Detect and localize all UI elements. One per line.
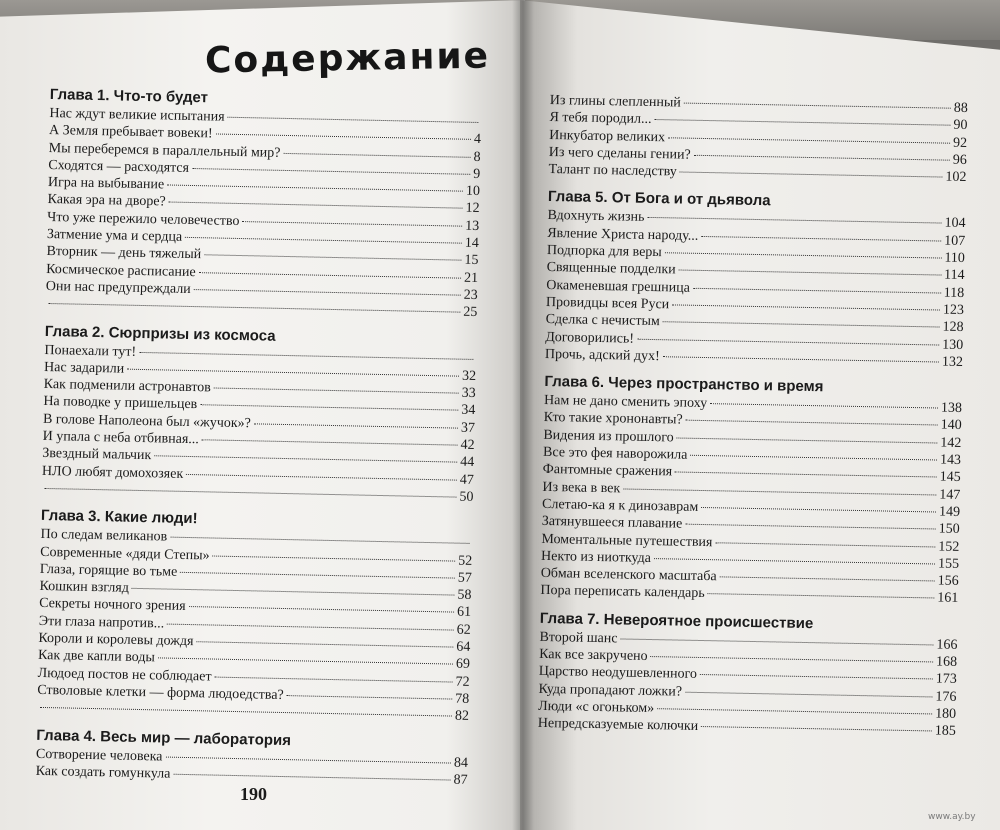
dot-leader [242,221,462,227]
dot-leader [167,623,454,630]
dot-leader [686,420,938,426]
toc-entry-page: 118 [943,285,965,301]
toc-entry-page: 50 [459,489,474,505]
toc-entry-page: 142 [940,435,962,451]
dot-leader [228,117,479,123]
toc-entry-title: Мы переберемся в параллельный мир? [48,140,281,161]
toc-entry-page: 21 [463,270,479,286]
dot-leader [684,103,951,109]
dot-leader [680,172,943,178]
dot-leader [189,606,454,613]
dot-leader [701,507,936,513]
toc-entry-page: 78 [455,691,470,707]
dot-leader [668,137,950,143]
toc-entry-page: 96 [952,152,967,168]
toc-entry-page: 8 [473,149,481,165]
toc-entry-page: 44 [460,455,475,471]
toc-entry-title: Людоед постов не соблюдает [37,665,212,685]
toc-entry-page: 32 [461,368,477,384]
dot-leader [173,774,450,781]
toc-entry-page: 152 [938,539,960,555]
toc-entry-title: Люди «с огоньком» [538,698,655,717]
toc-entry-page: 9 [473,166,481,182]
toc-entry-title: Некто из ниоткуда [540,548,652,566]
dot-leader [214,388,459,394]
toc-entry-title: Глаза, горящие во тьме [39,561,178,580]
toc-entry-title: Вторник — день тяжелый [46,244,202,263]
toc-entry-title: Эти глаза напротив... [38,613,165,632]
dot-leader [200,405,458,411]
toc-entry-page: 102 [945,169,967,186]
toc-entry-page: 72 [455,674,470,690]
dot-leader [708,594,935,599]
toc-entry-title: Стволовые клетки — форма людоедства? [37,682,284,703]
toc-entry-title: Что уже пережило человечество [47,209,240,229]
toc-entry-page: 23 [463,287,478,303]
toc-entry-page: 10 [465,183,481,200]
toc-entry-title: Сотворение человека [35,746,163,765]
toc-entry-title: Секреты ночного зрения [38,596,186,615]
toc-entry-page: 140 [940,418,962,434]
dot-leader [701,236,941,242]
toc-entry-page: 180 [934,706,957,722]
dot-leader [216,134,471,140]
toc-entry-page: 149 [938,504,961,520]
toc-entry-page: 173 [935,671,957,688]
toc-entry-page: 4 [473,132,482,148]
dot-leader [185,237,462,244]
page-title: Содержание [204,35,491,82]
toc-entry-page: 150 [938,521,960,538]
toc-entry-page: 87 [453,772,468,788]
toc-entry-page: 92 [952,135,968,151]
toc-entry-page: 107 [944,233,966,249]
toc-entry-page: 25 [463,304,478,321]
toc-entry-title: Царство неодушевленного [538,664,698,683]
dot-leader [700,674,933,679]
toc-entry-page: 57 [457,570,472,586]
toc-entry-page: 138 [940,400,963,417]
toc-entry-title: Все это фея наворожила [542,444,688,463]
dot-leader [165,756,450,763]
toc-entry-page: 147 [939,487,961,503]
toc-entry-title: А Земля пребывает вовеки! [48,123,213,142]
toc-entry-page: 42 [460,437,475,454]
toc-entry-page: 58 [457,587,472,604]
toc-entry-page: 143 [939,452,962,469]
dot-leader [637,338,939,345]
dot-leader [685,691,932,697]
dot-leader [657,708,932,714]
dot-leader [715,542,935,547]
toc-entry-page: 84 [453,755,469,771]
toc-entry-title: Окаменевшая грешница [546,277,691,296]
toc-entry-title: Затянувшееся плавание [541,514,683,532]
dot-leader [651,656,934,662]
dot-leader [655,119,951,126]
toc-entry-title: Обман вселенского масштаба [540,566,717,585]
toc-entry-title: И упала с неба отбивная... [42,428,199,448]
toc-entry-title: Как создать гомункула [35,763,171,782]
toc-entry-title: В голове Наполеона был «жучок»? [42,411,252,432]
toc-entry-title: Сделка с нечистым [545,312,660,330]
dot-leader [158,658,453,665]
chapter-heading: Глава 5. От Бога и от дьявола [547,188,771,210]
dot-leader [623,488,936,495]
toc-entry-title: Вдохнуть жизнь [547,208,645,226]
toc-entry-title: Звездный мальчик [42,446,152,464]
toc-entry-title: Кошкин взгляд [39,579,130,596]
toc-entry-title: Понаехали тут! [44,342,137,360]
toc-entry-page: 130 [942,337,964,353]
toc-entry-page: 47 [459,472,474,488]
chapter-heading: Глава 4. Весь мир — лаборатория [36,726,292,749]
toc-entry-title: Договорились! [545,329,635,347]
toc-entry-title: Из глины слепленный [549,92,682,111]
dot-leader [690,455,937,461]
toc-entry-title: Космическое расписание [46,261,196,280]
toc-entry-title: Они нас предупреждали [45,278,191,297]
dot-leader [685,524,935,530]
toc-entry-page: 61 [456,605,472,621]
toc-left-column [35,86,481,789]
dot-leader [663,356,939,362]
toc-entry-title: Слетаю-ка я к динозаврам [541,496,699,515]
dot-leader [677,437,938,443]
toc-entry-page: 161 [937,590,959,607]
toc-entry-title: Священные подделки [546,260,676,278]
dot-leader [169,202,463,209]
toc-entry-title: Моментальные путешествия [541,531,713,550]
watermark: www.ay.by [928,812,976,822]
toc-entry-title: Короли и королевы дождя [38,630,194,650]
toc-entry-title: Современные «дяди Степы» [40,544,210,563]
dot-leader [672,304,940,310]
toc-entry-page: 14 [464,235,479,252]
toc-entry-title: Пора переписать календарь [540,583,705,602]
chapter-heading: Глава 7. Невероятное происшествие [539,609,814,632]
toc-entry-title: НЛО любят домохозяек [41,463,184,482]
toc-entry-page: 37 [460,420,476,436]
toc-entry-title: Нас задарили [43,359,125,377]
toc-entry-title: Нас ждут великие испытания [49,105,225,125]
toc-entry-page: 15 [464,253,479,269]
toc-entry-page: 64 [456,639,471,655]
toc-entry-title: Провидцы всея Руси [545,294,670,313]
toc-entry-page: 13 [465,218,480,234]
toc-entry-page: 114 [943,267,965,284]
dot-leader [215,676,453,682]
toc-entry-page: 185 [934,723,956,740]
dot-leader [679,270,941,276]
dot-leader [663,321,940,327]
toc-entry-title: Куда пропадают ложки? [538,681,683,700]
chapter-heading: Глава 3. Какие люди! [40,507,198,528]
toc-entry-page: 110 [944,250,966,267]
toc-entry-page: 33 [461,385,476,402]
toc-entry-title: Какая эра на дворе? [47,192,166,210]
toc-entry-title: Талант по наследству [548,162,678,180]
dot-leader [192,168,470,175]
toc-entry-title: На поводке у пришельцев [43,394,198,413]
toc-entry-title: Нам не дано сменить эпоху [543,393,708,412]
dot-leader [254,423,458,428]
toc-entry-title: Прочь, адский дух! [544,346,660,365]
toc-entry-page: 104 [944,216,966,232]
toc-entry-page: 90 [953,118,968,134]
dot-leader [180,572,455,579]
dot-leader [40,707,452,717]
dot-leader [283,152,470,157]
dot-leader [154,456,457,463]
dot-leader [665,252,942,258]
toc-entry-page: 176 [935,689,957,705]
dot-leader [213,555,456,561]
toc-entry-page: 69 [455,656,471,673]
toc-entry-title: Я тебя породил... [549,110,652,128]
dot-leader [132,588,455,596]
book-gutter [512,0,534,830]
toc-entry-page: 52 [457,553,473,569]
dot-leader [647,217,941,224]
toc-entry-title: По следам великанов [40,527,168,545]
dot-leader [45,488,457,498]
dot-leader [693,287,941,293]
toc-entry-title: Фантомные сражения [542,462,673,480]
toc-entry-title: Явление Христа народу... [547,225,699,244]
toc-entry-page: 168 [935,654,958,670]
dot-leader [167,185,463,192]
toc-entry-page: 62 [456,622,471,638]
toc-entry-title: Второй шанс [539,629,618,647]
dot-leader [196,641,453,647]
page-number: 190 [240,784,267,804]
toc-entry-title: Сходятся — расходятся [48,157,190,176]
dot-leader [199,272,461,278]
toc-entry-page: 88 [953,100,968,117]
toc-entry-title: Кто такие хрононавты? [543,410,683,429]
toc-entry-title: Из чего сделаны гении? [548,144,691,163]
toc-entry-title: Затмение ума и сердца [46,227,183,245]
dot-leader [139,351,473,359]
toc-entry-page: 166 [936,637,958,653]
toc-entry-title: Из века в век [542,479,621,497]
toc-entry-page: 132 [941,354,964,370]
dot-leader [720,576,935,581]
toc-right-column [538,92,968,740]
toc-entry-title: Инкубатор великих [549,127,666,145]
dot-leader [170,537,469,544]
toc-entry-page: 128 [942,319,964,336]
toc-entry-page: 156 [937,573,959,590]
toc-entry-title: Как все закручено [539,646,648,664]
dot-leader [701,726,932,731]
dot-leader [202,439,458,445]
toc-entry-page: 34 [461,403,476,419]
toc-entry-title: Подпорка для веры [546,243,662,261]
toc-entry-title: Непредсказуемые колючки [537,716,699,735]
toc-entry-title: Как две капли воды [37,648,155,666]
toc-entry-page: 12 [465,201,480,217]
dot-leader [654,558,935,564]
toc-entry-page: 155 [937,556,960,572]
dot-leader [127,369,459,377]
chapter-heading: Глава 6. Через пространство и время [544,373,824,396]
toc-entry-page: 145 [939,469,961,486]
toc-entry-title: Видения из прошлого [543,427,674,446]
dot-leader [694,155,950,161]
dot-leader [48,303,460,313]
toc-entry-title: Как подменили астронавтов [43,377,212,396]
dot-leader [710,403,938,408]
dot-leader [620,638,933,645]
dot-leader [186,474,457,481]
dot-leader [675,472,937,478]
chapter-heading: Глава 1. Что-то будет [49,86,209,107]
toc-entry-page: 82 [454,708,470,725]
toc-entry-title: Игра на выбывание [47,175,165,193]
dot-leader [194,289,461,296]
toc-entry-page: 123 [942,302,965,318]
chapter-heading: Глава 2. Сюрпризы из космоса [44,322,276,345]
dot-leader [287,695,453,699]
dot-leader [204,255,461,261]
